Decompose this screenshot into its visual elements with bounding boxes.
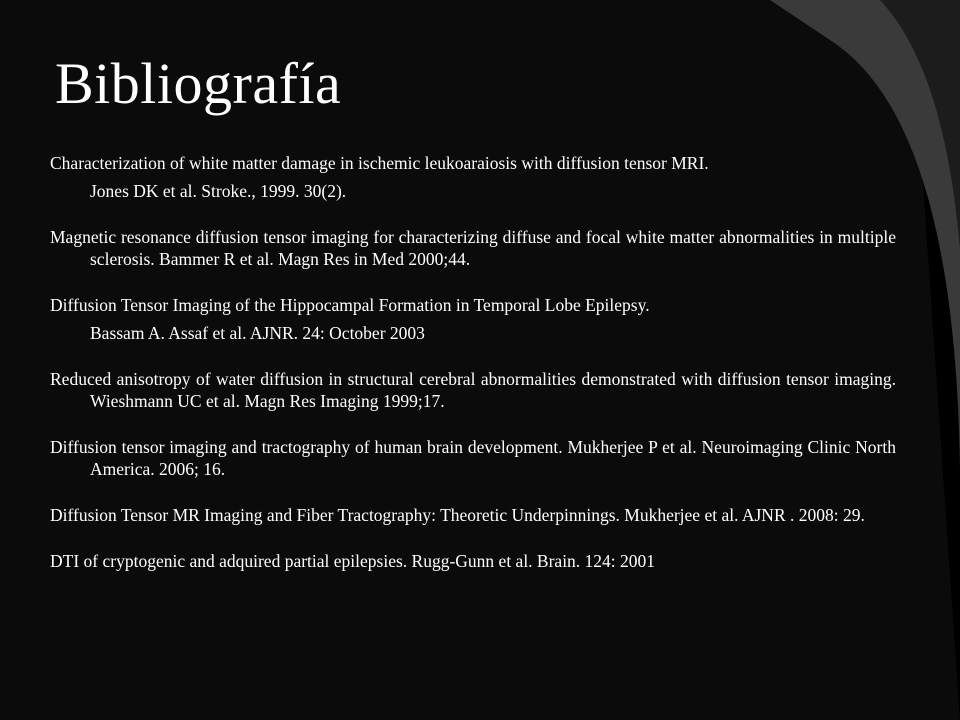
reference-item: Diffusion Tensor MR Imaging and Fiber Tractography: Theoretic Underpinnings. Mukherjee et al. AJNR . 2008: 29. [50,505,865,525]
reference-item [50,294,896,344]
reference-item: Magnetic resonance diffusion tensor imaging for characterizing diffuse and focal white matter abnormalities in multiple sclerosis. Bammer R et al. Magn Res in Med 2000;44. [50,227,896,269]
reference-item: DTI of cryptogenic and adquired partial epilepsies. Rugg-Gunn et al. Brain. 124: 2001 [50,551,656,571]
reference-item: Diffusion tensor imaging and tractography of human brain development. Mukherjee P et al. Neuroimaging Clinic North America. 2006; 16. [50,437,896,479]
reference-title: Characterization of white matter damage in ischemic leukoaraiosis with diffusion tensor MRI. [50,153,709,173]
reference-title: Diffusion Tensor Imaging of the Hippocampal Formation in Temporal Lobe Epilepsy. [50,295,650,315]
reference-item: Reduced anisotropy of water diffusion in structural cerebral abnormalities demonstrated with diffusion tensor imaging. Wieshmann UC et al. Magn Res Imaging 1999;17. [50,369,896,411]
page-title: Bibliografía [55,51,342,116]
reference-citation: Jones DK et al. Stroke., 1999. 30(2). [90,181,347,201]
reference-list [50,152,896,598]
reference-item [50,152,896,202]
reference-citation: Bassam A. Assaf et al. AJNR. 24: October 2003 [90,323,425,343]
